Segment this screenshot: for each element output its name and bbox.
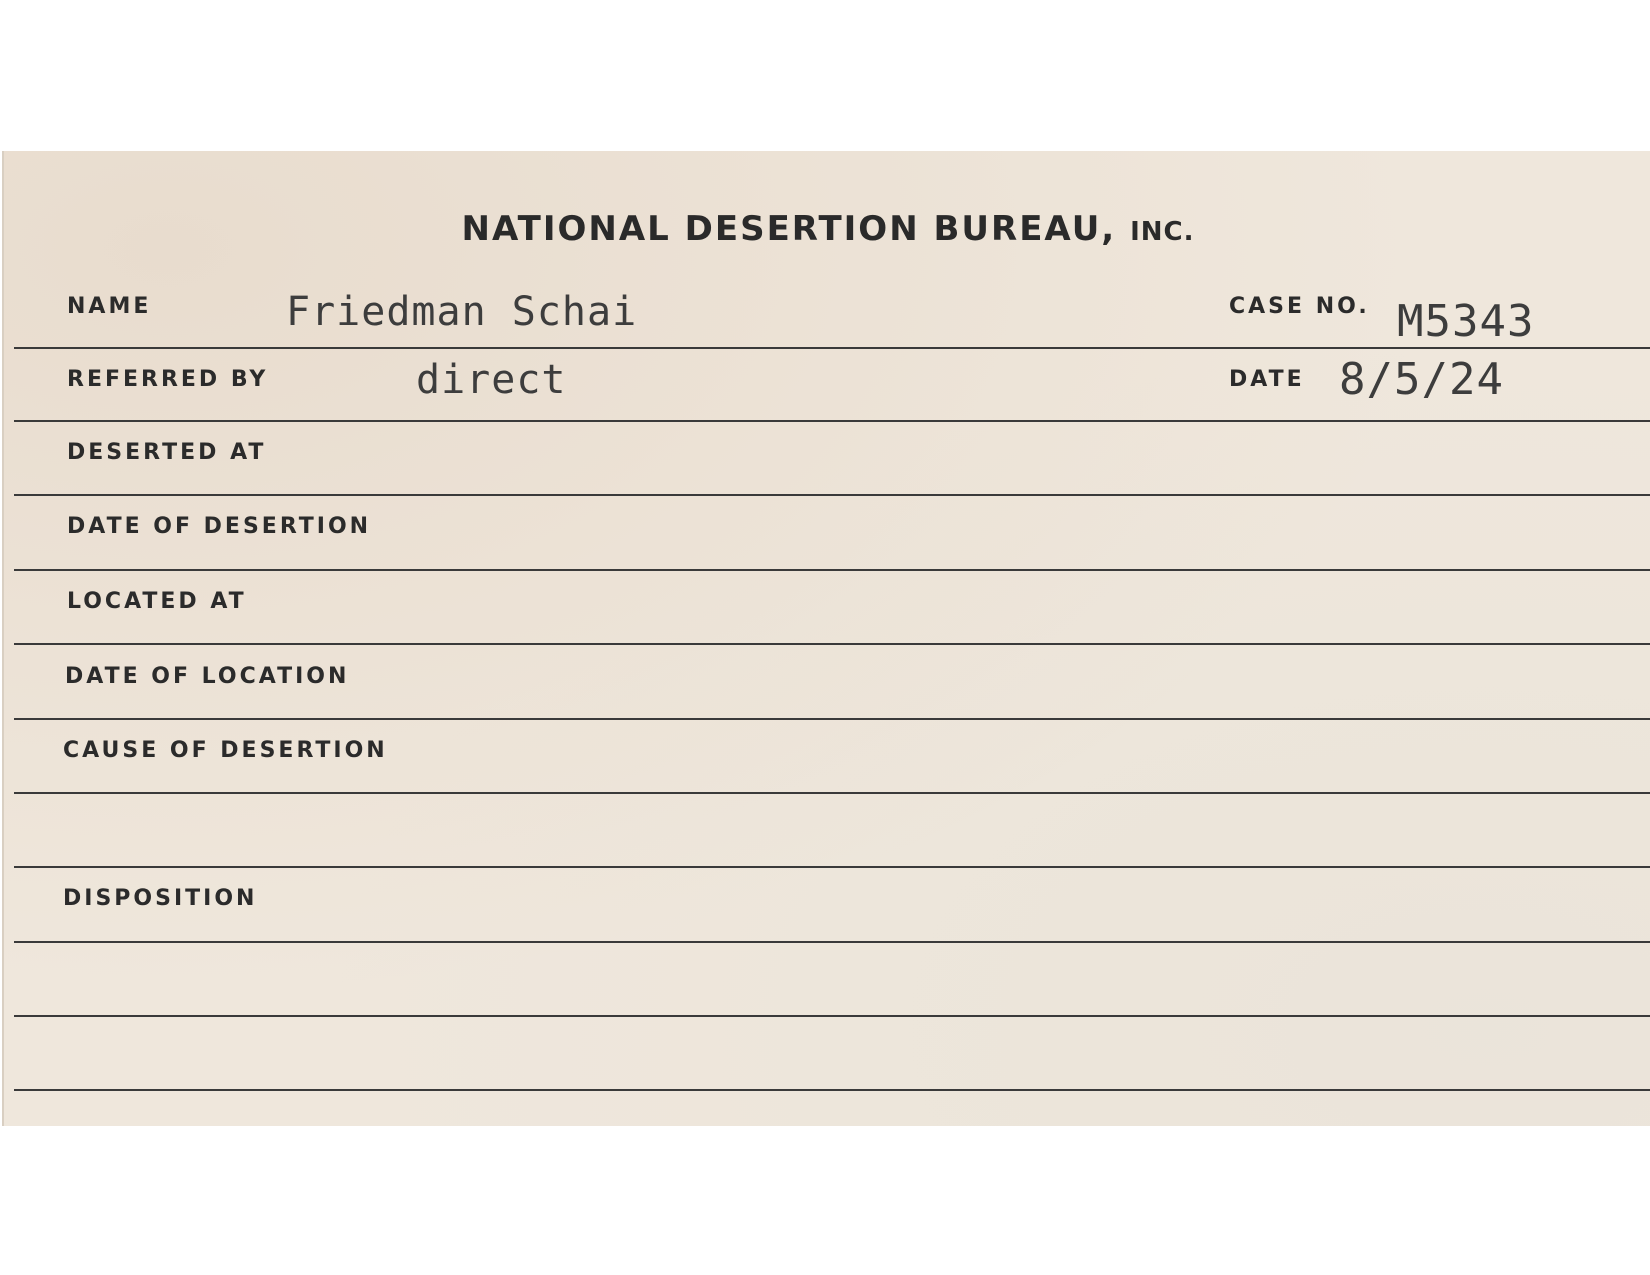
referred-by-label: REFERRED BY — [67, 367, 269, 392]
disposition-rule — [14, 941, 1650, 943]
card-title-suffix: INC. — [1130, 217, 1195, 247]
case-no-value: M5343 — [1397, 296, 1535, 347]
referred-by-rule — [14, 420, 1650, 422]
disposition-continuation-rule-2 — [14, 1089, 1650, 1091]
deserted-at-label: DESERTED AT — [67, 440, 267, 465]
deserted-at-rule — [14, 494, 1650, 496]
name-value: Friedman Schai — [286, 289, 638, 335]
name-label: NAME — [67, 294, 152, 319]
card-title — [4, 209, 1650, 249]
date-of-location-label: DATE OF LOCATION — [65, 664, 350, 689]
date-label: DATE — [1229, 367, 1305, 392]
date-of-desertion-label: DATE OF DESERTION — [67, 514, 372, 539]
disposition-label: DISPOSITION — [63, 886, 258, 911]
date-of-location-rule — [14, 718, 1650, 720]
date-value: 8/5/24 — [1339, 354, 1504, 405]
card-title-main: NATIONAL DESERTION BUREAU, — [461, 209, 1117, 249]
located-at-rule — [14, 643, 1650, 645]
cause-continuation-rule — [14, 866, 1650, 868]
index-card — [2, 151, 1650, 1126]
cause-of-desertion-label: CAUSE OF DESERTION — [63, 738, 388, 763]
located-at-label: LOCATED AT — [67, 589, 247, 614]
case-no-label: CASE NO. — [1229, 294, 1370, 319]
date-of-desertion-rule — [14, 569, 1650, 571]
disposition-continuation-rule-1 — [14, 1015, 1650, 1017]
name-rule — [14, 347, 1650, 349]
referred-by-value: direct — [416, 357, 567, 403]
cause-of-desertion-rule — [14, 792, 1650, 794]
